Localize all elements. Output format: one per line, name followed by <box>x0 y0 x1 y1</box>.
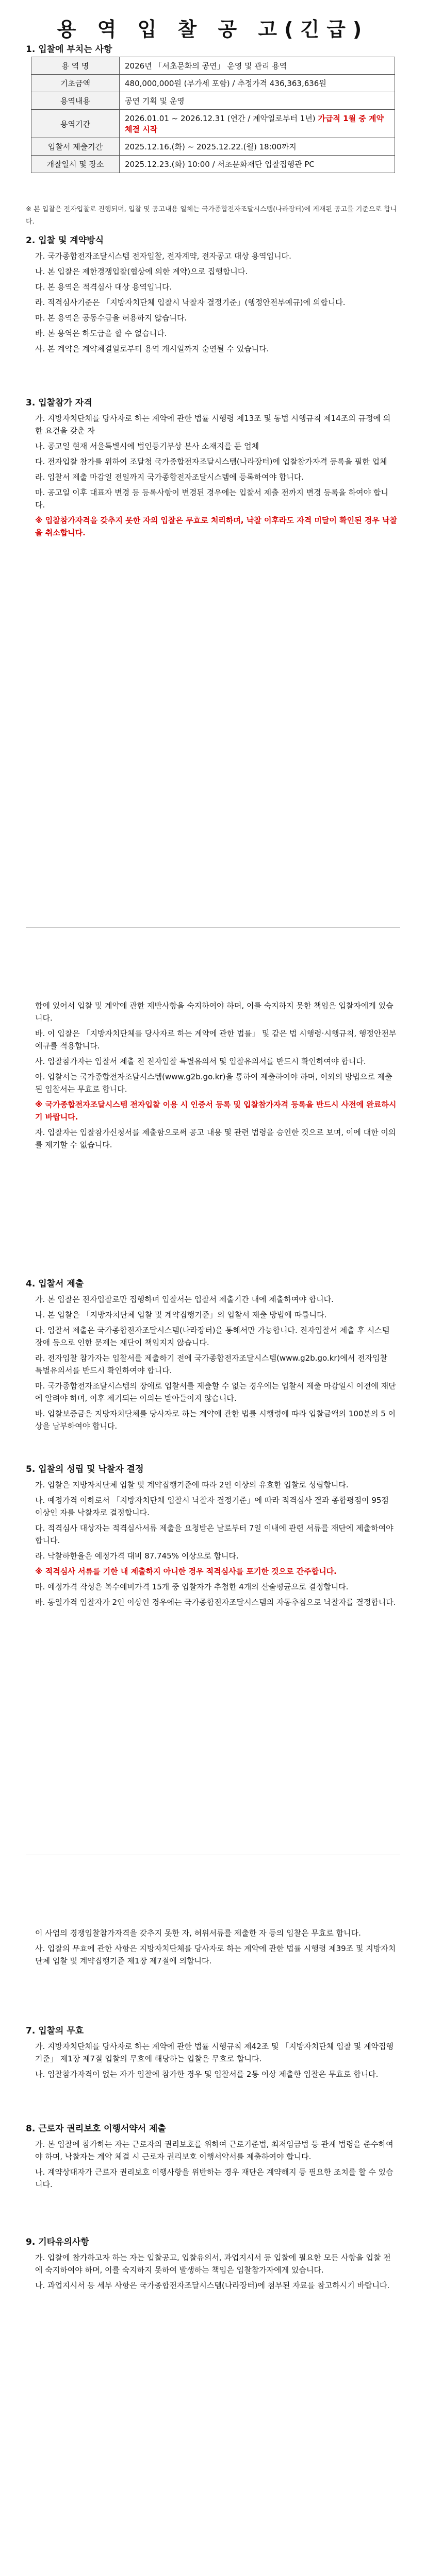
section-8-line: 가. 본 입찰에 참가하는 자는 근로자의 권리보호를 위하여 근로기준법, 최저임금법 등 관계 법령을 준수하여야 하며, 낙찰자는 계약 체결 시 근로자 권리보호 이행서약서를 제출하여야 합니다. <box>35 2140 394 2161</box>
bid-info-table <box>31 57 395 173</box>
section-9-heading: 9. 기타유의사항 <box>26 2237 89 2247</box>
section-5-warning: ※ 적격심사 서류를 기한 내 제출하지 아니한 경우 적격심사를 포기한 것으로 간주합니다. <box>35 1567 337 1576</box>
section-7-line: 나. 입찰참가자격이 없는 자가 입찰에 참가한 경우 및 입찰서를 2통 이상 제출한 입찰은 무효로 합니다. <box>35 2070 379 2079</box>
table-value: 공연 기획 및 운영 <box>120 92 395 110</box>
section-9-line: 가. 입찰에 참가하고자 하는 자는 입찰공고, 입찰유의서, 과업지시서 등 입찰에 필요한 모든 사항을 입찰 전에 숙지하여야 하며, 이를 숙지하지 못하여 발생하는 책임은 입찰참가자에게 있습니다. <box>35 2253 391 2275</box>
section-3b-line: 함에 있어서 입찰 및 계약에 관한 제반사항을 숙지하여야 하며, 이를 숙지하지 못한 책임은 입찰자에게 있습니다. <box>35 1001 394 1023</box>
table-row <box>31 75 395 92</box>
section-2-line: 라. 적격심사기준은 「지방자치단체 입찰시 낙찰자 결정기준」(행정안전부예규)에 의합니다. <box>35 298 346 307</box>
table-value: 2025.12.23.(화) 10:00 / 서초문화재단 입찰집행관 PC <box>120 156 395 173</box>
section-3-line: 라. 입찰서 제출 마감일 전일까지 국가종합전자조달시스템에 등록하여야 합니다. <box>35 472 304 482</box>
section-2-heading: 2. 입찰 및 계약방식 <box>26 235 104 246</box>
section-5-line: 가. 입찰은 지방자치단체 입찰 및 계약집행기준에 따라 2인 이상의 유효한 입찰로 성립합니다. <box>35 1480 349 1489</box>
section-3 <box>26 397 397 542</box>
table-key: 용 역 명 <box>31 57 120 75</box>
section-3-line: 가. 지방자치단체를 당사자로 하는 계약에 관한 법률 시행령 제13조 및 동법 시행규칙 제14조의 규정에 의한 요건을 갖춘 자 <box>35 414 391 435</box>
section-7 <box>26 2025 397 2083</box>
table-value: 2026년 「서초문화의 공연」 운영 및 관리 용역 <box>120 57 395 75</box>
section-2-line: 바. 본 용역은 하도급을 할 수 없습니다. <box>35 329 167 338</box>
section-4-heading: 4. 입찰서 제출 <box>26 1279 84 1289</box>
section-5-line: 나. 예정가격 이하로서 「지방자치단체 입찰시 낙찰자 결정기준」에 따라 적격심사 결과 종합평점이 95점 이상인 자를 낙찰자로 결정합니다. <box>35 1496 389 1517</box>
section-2-line: 사. 본 계약은 계약체결일로부터 용역 개시일까지 순연될 수 있습니다. <box>35 344 269 353</box>
section-5-heading: 5. 입찰의 성립 및 낙찰자 결정 <box>26 1464 144 1475</box>
section-6-line: 이 사업의 경쟁입찰참가자격을 갖추지 못한 자, 허위서류를 제출한 자 등의 입찰은 무효로 합니다. <box>35 1928 361 1938</box>
table-value: 2025.12.16.(화) ~ 2025.12.22.(월) 18:00까지 <box>120 138 395 156</box>
section-5-line: 다. 적격심사 대상자는 적격심사서류 제출을 요청받은 날로부터 7일 이내에 관련 서류를 재단에 제출하여야 합니다. <box>35 1523 394 1545</box>
table-value <box>120 110 395 138</box>
section-4-line: 나. 본 입찰은 「지방자치단체 입찰 및 계약집행기준」의 입찰서 제출 방법에 따릅니다. <box>35 1310 327 1319</box>
section-3b-line: 바. 이 입찰은 「지방자치단체를 당사자로 하는 계약에 관한 법률」 및 같은 법 시행령·시행규칙, 행정안전부 예규를 적용합니다. <box>35 1029 397 1050</box>
section-4-line: 마. 국가종합전자조달시스템의 장애로 입찰서를 제출할 수 없는 경우에는 입찰서 제출 마감일시 이전에 재단에 알려야 하며, 이후 제기되는 이의는 받아들이지 않습니다. <box>35 1381 396 1403</box>
section-4-line: 가. 본 입찰은 전자입찰로만 집행하며 입찰서는 입찰서 제출기간 내에 제출하여야 합니다. <box>35 1295 334 1304</box>
period-text: 2026.01.01 ~ 2026.12.31 (연간 / 계약일로부터 1년) <box>125 114 316 123</box>
section-2-line: 가. 국가종합전자조달시스템 전자입찰, 전자계약, 전자공고 대상 용역입니다. <box>35 251 291 261</box>
section-1-heading: 1. 입찰에 부치는 사항 <box>26 44 112 55</box>
section-9-line: 나. 과업지시서 등 세부 사항은 국가종합전자조달시스템(나라장터)에 첨부된 자료를 참고하시기 바랍니다. <box>35 2281 390 2290</box>
table-key: 용역기간 <box>31 110 120 138</box>
section-6-line: 사. 입찰의 무효에 관한 사항은 지방자치단체를 당사자로 하는 계약에 관한 법률 시행령 제39조 및 지방자치단체 입찰 및 계약집행기준 제1장 제7절에 의합니다. <box>35 1944 396 1965</box>
table-row <box>31 156 395 173</box>
section-2-line: 마. 본 용역은 공동수급을 허용하지 않습니다. <box>35 313 187 323</box>
section-5 <box>26 1463 397 1612</box>
document-title: 용 역 입 찰 공 고(긴급) <box>57 18 369 41</box>
page-divider <box>26 927 400 928</box>
section-3-line: 다. 전자입찰 참가를 위하여 조달청 국가종합전자조달시스템(나라장터)에 입찰참가자격 등록을 필한 업체 <box>35 457 387 466</box>
section-5-line: 라. 낙찰하한율은 예정가격 대비 87.745% 이상으로 합니다. <box>35 1551 239 1561</box>
section-2 <box>26 234 397 358</box>
section-9 <box>26 2236 397 2295</box>
table-value: 480,000,000원 (부가세 포함) / 추정가격 436,363,636원 <box>120 75 395 92</box>
section-7-line: 가. 지방자치단체를 당사자로 하는 계약에 관한 법률 시행규칙 제42조 및 「지방자치단체 입찰 및 계약집행기준」 제1장 제7절 입찰의 무효에 해당하는 입찰은 무효로 합니다. <box>35 2042 394 2063</box>
section-5-line: 마. 예정가격 작성은 복수예비가격 15개 중 입찰자가 추첨한 4개의 산술평균으로 결정합니다. <box>35 1582 349 1591</box>
table-row <box>31 110 395 138</box>
section-1-note-text: ※ 본 입찰은 전자입찰로 진행되며, 입찰 및 공고내용 일체는 국가종합전자조달시스템(나라장터)에 게재된 공고를 기준으로 합니다. <box>26 206 397 226</box>
section-4-line: 바. 입찰보증금은 지방자치단체를 당사자로 하는 계약에 관한 법률 시행령에 따라 입찰금액의 100분의 5 이상을 납부하여야 합니다. <box>35 1409 396 1431</box>
section-1-note <box>26 204 397 231</box>
section-3-warning: ※ 입찰참가자격을 갖추지 못한 자의 입찰은 무효로 처리하며, 낙찰 이후라도 자격 미달이 확인된 경우 낙찰을 취소합니다. <box>35 516 397 537</box>
section-4 <box>26 1278 397 1435</box>
section-2-line: 나. 본 입찰은 제한경쟁입찰(협상에 의한 계약)으로 집행합니다. <box>35 267 248 276</box>
section-3-heading: 3. 입찰참가 자격 <box>26 398 92 408</box>
section-3b-warning: ※ 국가종합전자조달시스템 전자입찰 이용 시 인증서 등록 및 입찰참가자격 등록을 반드시 사전에 완료하시기 바랍니다. <box>35 1100 397 1122</box>
section-3b-line: 아. 입찰서는 국가종합전자조달시스템(www.g2b.go.kr)을 통하여 제출하여야 하며, 이외의 방법으로 제출된 입찰서는 무효로 합니다. <box>35 1072 392 1094</box>
section-8-heading: 8. 근로자 권리보호 이행서약서 제출 <box>26 2124 166 2134</box>
section-6 <box>26 1927 397 1970</box>
section-3b-line: 자. 입찰자는 입찰참가신청서를 제출함으로써 공고 내용 및 관련 법령을 승인한 것으로 보며, 이에 대한 이의를 제기할 수 없습니다. <box>35 1128 396 1149</box>
table-key: 입찰서 제출기간 <box>31 138 120 156</box>
section-4-line: 다. 입찰서 제출은 국가종합전자조달시스템(나라장터)을 통해서만 가능합니다. 전자입찰서 제출 후 시스템 장애 등으로 인한 문제는 재단이 책임지지 않습니다. <box>35 1326 390 1347</box>
table-row <box>31 92 395 110</box>
table-key: 개찰일시 및 장소 <box>31 156 120 173</box>
section-4-line: 라. 전자입찰 참가자는 입찰서를 제출하기 전에 국가종합전자조달시스템(www.g2b.go.kr)에서 전자입찰 특별유의서를 반드시 확인하여야 합니다. <box>35 1353 388 1375</box>
section-2-line: 다. 본 용역은 적격심사 대상 용역입니다. <box>35 282 172 292</box>
section-7-heading: 7. 입찰의 무효 <box>26 2026 84 2036</box>
section-3-continued <box>26 999 397 1154</box>
section-5-line: 바. 동일가격 입찰자가 2인 이상인 경우에는 국가종합전자조달시스템의 자동추첨으로 낙찰자를 결정합니다. <box>35 1598 396 1607</box>
section-8 <box>26 2123 397 2194</box>
table-key: 용역내용 <box>31 92 120 110</box>
table-key: 기초금액 <box>31 75 120 92</box>
period-note: 가급적 1월 중 계약체결 시작 <box>125 114 384 134</box>
section-3-line: 나. 공고일 현재 서울특별시에 법인등기부상 본사 소재지를 둔 업체 <box>35 442 259 451</box>
table-row <box>31 57 395 75</box>
section-3b-line: 사. 입찰참가자는 입찰서 제출 전 전자입찰 특별유의서 및 입찰유의서를 반드시 확인하여야 합니다. <box>35 1057 366 1066</box>
section-8-line: 나. 계약상대자가 근로자 권리보호 이행사항을 위반하는 경우 재단은 계약해지 등 필요한 조치를 할 수 있습니다. <box>35 2167 394 2189</box>
table-row <box>31 138 395 156</box>
section-3-line: 마. 공고일 이후 대표자 변경 등 등록사항이 변경된 경우에는 입찰서 제출 전까지 변경 등록을 하여야 합니다. <box>35 488 388 510</box>
